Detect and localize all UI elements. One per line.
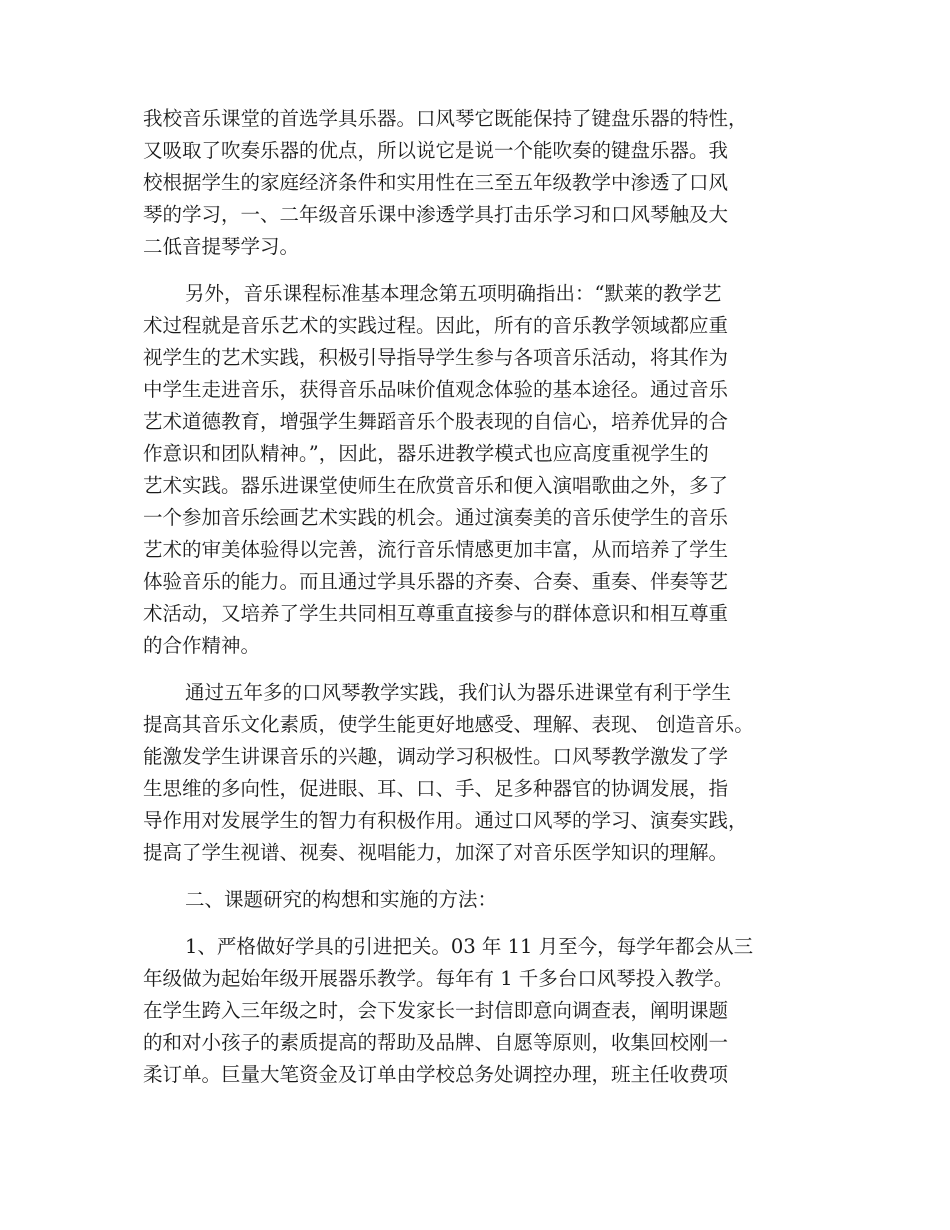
text-line: 提高了学生视谱、视奏、视唱能力，加深了对音乐医学知识的理解。 xyxy=(143,841,729,864)
paragraph-2 xyxy=(143,278,843,662)
text-line: 二低音提琴学习。 xyxy=(143,235,300,258)
text-line: 术过程就是音乐艺术的实践过程。因此，所有的音乐教学领域都应重 xyxy=(143,314,729,337)
text-line: 柔订单。巨量大笔资金及订单由学校总务处调控办理，班主任收费项 xyxy=(143,1063,729,1086)
paragraph-1 xyxy=(143,103,843,263)
text-line: 年级做为起始年级开展器乐教学。每年有 1 千多台口风琴投入教学。 xyxy=(143,967,734,990)
text-line: 能激发学生讲课音乐的兴趣，调动学习积极性。口风琴教学激发了学 xyxy=(143,745,729,768)
document-body xyxy=(143,103,843,1106)
text-line: 中学生走进音乐，获得音乐品味价值观念体验的基本途径。通过音乐 xyxy=(143,378,729,401)
text-line: 作意识和团队精神。”，因此，器乐进教学模式也应高度重视学生的 xyxy=(143,442,709,465)
text-line: 校根据学生的家庭经济条件和实用性在三至五年级教学中渗透了口风 xyxy=(143,171,729,194)
text-line: 又吸取了吹奏乐器的优点，所以说它是说一个能吹奏的键盘乐器。我 xyxy=(143,139,729,162)
text-line: 我校音乐课堂的首选学具乐器。口风琴它既能保持了键盘乐器的特性， xyxy=(143,107,748,130)
text-line: 在学生跨入三年级之时，会下发家长一封信即意向调查表，阐明课题 xyxy=(143,999,729,1022)
text-line: 的和对小孩子的素质提高的帮助及品牌、自愿等原则，收集回校刚一 xyxy=(143,1031,729,1054)
text-line: 通过五年多的口风琴教学实践，我们认为器乐进课堂有利于学生 xyxy=(185,681,732,704)
text-line: 术活动，又培养了学生共同相互尊重直接参与的群体意识和相互尊重 xyxy=(143,602,729,625)
paragraph-3 xyxy=(143,677,843,869)
text-line: 提高其音乐文化素质，使学生能更好地感受、理解、表现、 创造音乐。 xyxy=(143,713,754,736)
text-line: 1、严格做好学具的引进把关。03 年 11 月至今，每学年都会从三 xyxy=(185,935,754,958)
text-line: 琴的学习，一、二年级音乐课中渗透学具打击乐学习和口风琴触及大 xyxy=(143,203,729,226)
section-heading xyxy=(143,884,843,916)
text-line: 一个参加音乐绘画艺术实践的机会。通过演奏美的音乐使学生的音乐 xyxy=(143,506,729,529)
text-line: 的合作精神。 xyxy=(143,634,261,657)
paragraph-4 xyxy=(143,931,843,1091)
text-line: 视学生的艺术实践，积极引导指导学生参与各项音乐活动，将其作为 xyxy=(143,346,729,369)
text-line: 导作用对发展学生的智力有积极作用。通过口风琴的学习、演奏实践， xyxy=(143,809,748,832)
text-line: 体验音乐的能力。而且通过学具乐器的齐奏、合奏、重奏、伴奏等艺 xyxy=(143,570,729,593)
text-line: 生思维的多向性，促进眼、耳、口、手、足多种器官的协调发展，指 xyxy=(143,777,729,800)
text-line: 另外，音乐课程标准基本理念第五项明确指出：“默莱的教学艺 xyxy=(185,282,722,305)
text-line: 艺术实践。器乐进课堂使师生在欣赏音乐和便入演唱歌曲之外，多了 xyxy=(143,474,729,497)
heading-line: 二、课题研究的构想和实施的方法： xyxy=(185,888,498,911)
text-line: 艺术的审美体验得以完善，流行音乐情感更加丰富，从而培养了学生 xyxy=(143,538,729,561)
text-line: 艺术道德教育，增强学生舞蹈音乐个股表现的自信心，培养优异的合 xyxy=(143,410,729,433)
